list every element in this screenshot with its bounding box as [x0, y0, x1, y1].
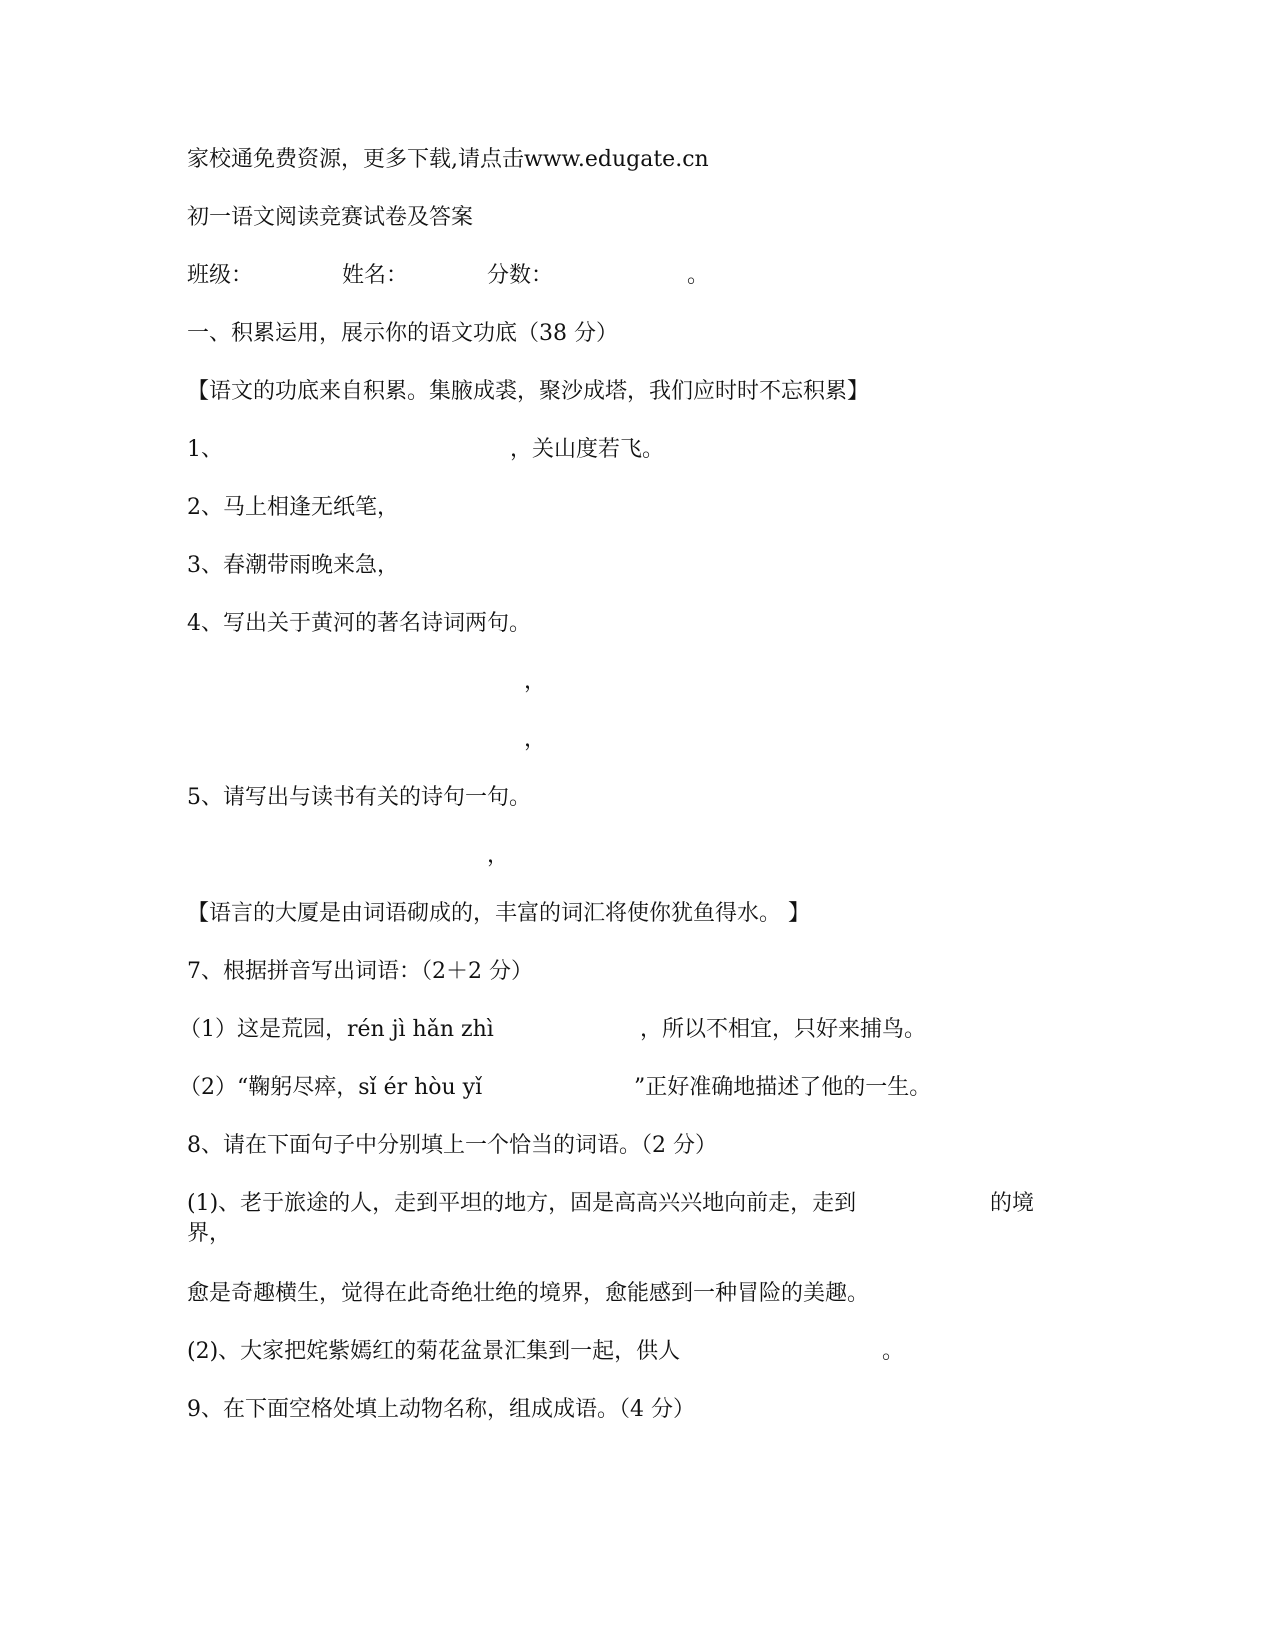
question-8-1-tail: 的境 — [990, 1191, 1035, 1216]
name-label: 姓名： — [342, 263, 409, 288]
class-label: 班级： — [187, 263, 254, 288]
question-1-text: ，关山度若飞。 — [510, 437, 665, 462]
question-4: 4、写出关于黄河的著名诗词两句。 — [187, 611, 531, 636]
question-3: 3、春潮带雨晚来急， — [187, 553, 399, 578]
answer-comma: ， — [524, 669, 547, 694]
section-note-vocabulary: 【语言的大厦是由词语砌成的，丰富的词汇将使你犹鱼得水。 】 — [187, 901, 810, 926]
section-note-accumulation: 【语文的功底来自积累。集腋成裘，聚沙成塔，我们应时时不忘积累】 — [187, 379, 870, 404]
question-7-2-prompt: （2）“鞠躬尽瘁，sǐ ér hòu yǐ — [179, 1075, 483, 1100]
page-title: 初一语文阅读竞赛试卷及答案 — [187, 205, 474, 230]
question-2: 2、马上相逢无纸笔， — [187, 495, 399, 520]
question-5: 5、请写出与读书有关的诗句一句。 — [187, 785, 531, 810]
question-8-2-prompt: (2)、大家把姹紫嫣红的菊花盆景汇集到一起，供人 — [187, 1339, 681, 1364]
question-7-1-tail: ，所以不相宜，只好来捕鸟。 — [640, 1017, 927, 1042]
section-heading: 一、积累运用，展示你的语文功底（38 分） — [187, 321, 618, 346]
info-end-mark: 。 — [687, 263, 710, 288]
question-8: 8、请在下面句子中分别填上一个恰当的词语。（2 分） — [187, 1133, 717, 1158]
question-7: 7、根据拼音写出词语：（2＋2 分） — [187, 959, 533, 984]
question-8-2-end-mark: 。 — [882, 1339, 905, 1364]
question-8-1-prompt: (1)、老于旅途的人，走到平坦的地方，固是高高兴兴地向前走，走到 — [187, 1191, 857, 1216]
answer-comma: ， — [487, 843, 510, 868]
question-7-1-prompt: （1）这是荒园，rén jì hǎn zhì — [179, 1017, 494, 1042]
question-8-part-1-wrap: 界， — [187, 1221, 232, 1246]
header-note: 家校通免费资源，更多下载,请点击www.edugate.cn — [187, 147, 709, 172]
question-9: 9、在下面空格处填上动物名称，组成成语。（4 分） — [187, 1397, 695, 1422]
question-7-2-tail: ”正好准确地描述了他的一生。 — [634, 1075, 932, 1100]
answer-comma: ， — [524, 727, 547, 752]
question-1-number: 1、 — [187, 437, 223, 462]
score-label: 分数： — [487, 263, 554, 288]
question-8-part-1-continuation: 愈是奇趣横生，觉得在此奇绝壮绝的境界，愈能感到一种冒险的美趣。 — [187, 1281, 870, 1306]
